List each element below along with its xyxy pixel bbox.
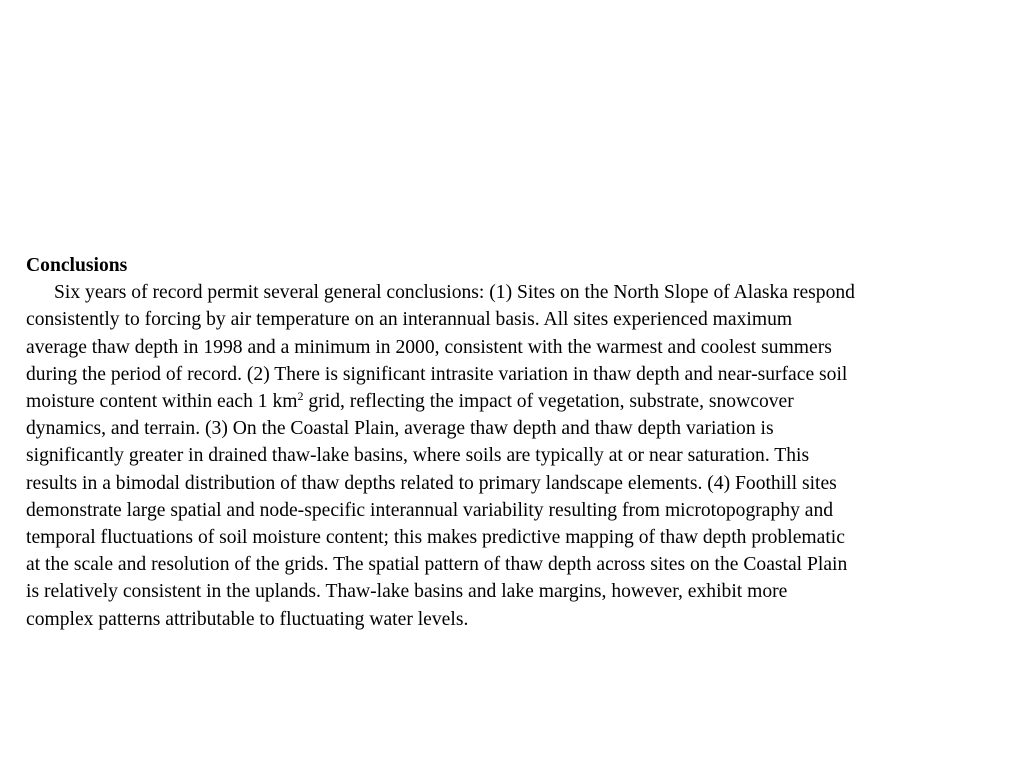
paragraph-line-9: demonstrate large spatial and node-specific interannual variability resulting from microtopography and [26, 499, 834, 521]
paragraph-line-13: complex patterns attributable to fluctuating water levels. [26, 608, 469, 630]
paragraph-line-8: results in a bimodal distribution of thaw depths related to primary landscape elements. (4) Foothill sites [26, 472, 837, 494]
paragraph-line-7: significantly greater in drained thaw-lake basins, where soils are typically at or near saturation. This [26, 445, 810, 467]
paragraph-line-6: dynamics, and terrain. (3) On the Coastal Plain, average thaw depth and thaw depth variation is [26, 418, 774, 440]
paragraph-line-1: Six years of record permit several general conclusions: (1) Sites on the North Slope of Alaska respond [54, 282, 855, 304]
paragraph-line-5-head: moisture content within each 1 km [26, 391, 298, 413]
paragraph-line-12: is relatively consistent in the uplands. Thaw-lake basins and lake margins, however, exhibit more [26, 581, 788, 603]
paragraph-line-10: temporal fluctuations of soil moisture content; this makes predictive mapping of thaw depth problematic [26, 527, 845, 549]
paragraph-line-2: consistently to forcing by air temperature on an interannual basis. All sites experienced maximum [26, 309, 793, 331]
superscript-2: 2 [297, 389, 304, 404]
paragraph-line-4: during the period of record. (2) There is significant intrasite variation in thaw depth and near-surface soil [26, 363, 848, 385]
paragraph-line-5 [26, 388, 994, 415]
paragraph-line-5-tail: grid, reflecting the impact of vegetation, substrate, snowcover [303, 391, 794, 413]
section-heading: Conclusions [26, 255, 128, 276]
conclusions-section [26, 252, 994, 633]
paragraph-line-3: average thaw depth in 1998 and a minimum in 2000, consistent with the warmest and coolest summers [26, 336, 832, 358]
conclusions-paragraph [26, 279, 994, 633]
paragraph-line-11: at the scale and resolution of the grids. The spatial pattern of thaw depth across sites on the Coastal Plain [26, 554, 848, 576]
